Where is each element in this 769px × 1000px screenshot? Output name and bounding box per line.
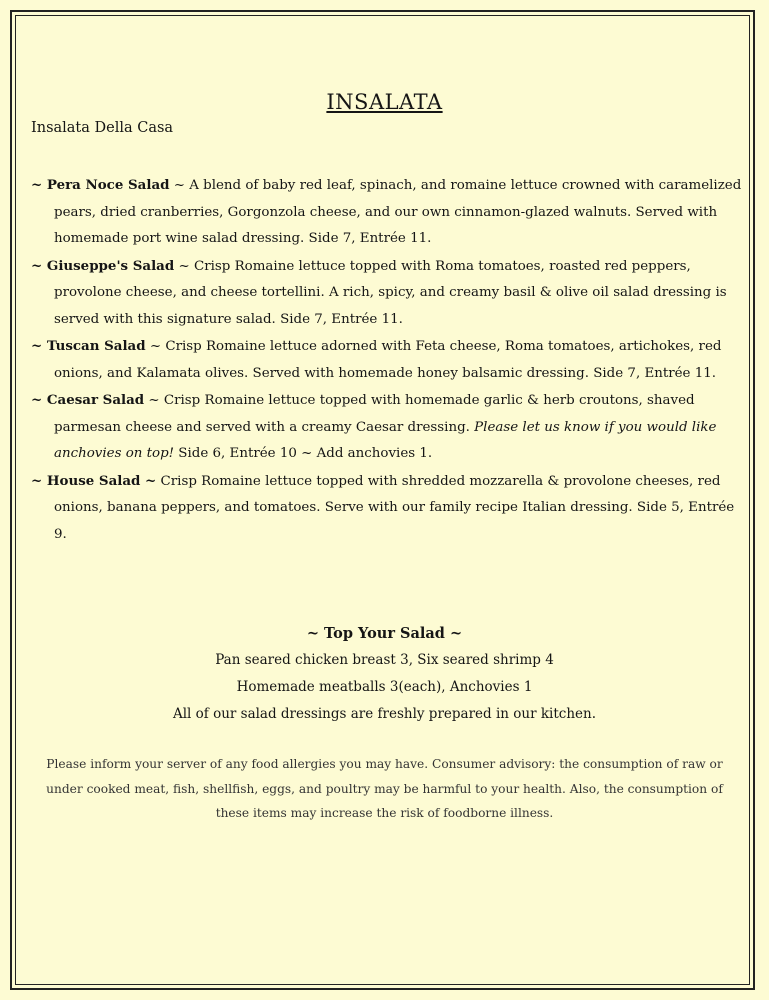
menu-item-house (31, 468, 743, 549)
item-note: Please let us know if you would like anchovies on top! (54, 419, 717, 461)
menu-item-tuscan (31, 333, 743, 387)
item-name: ~ Caesar Salad (31, 392, 145, 408)
item-description: ~ Crisp Romaine lettuce topped with Roma tomatoes, roasted red peppers, provolone cheese, and cheese tortellini. A rich, spicy, and creamy basil & olive oil salad dressing is served with this signature salad. Side 7, Entrée 11. (54, 258, 727, 327)
toppings-line: Homemade meatballs 3(each), Anchovies 1 (236, 679, 533, 695)
item-description: ~ Crisp Romaine lettuce adorned with Feta cheese, Roma tomatoes, artichokes, red onions, and Kalamata olives. Served with homemade honey balsamic dressing. Side 7, Entrée 11. (54, 339, 722, 381)
menu-item-pera-noce (31, 172, 743, 253)
item-price-extra: Side 6, Entrée 10 ~ Add anchovies 1. (174, 446, 433, 461)
page-title: INSALATA (326, 90, 443, 114)
item-name: ~ Pera Noce Salad (31, 177, 170, 193)
menu-item-giuseppes (31, 253, 743, 334)
toppings-section (0, 620, 769, 728)
dressings-note: All of our salad dressings are freshly prepared in our kitchen. (172, 706, 596, 722)
item-name: ~ Giuseppe's Salad (31, 257, 175, 274)
item-description: Crisp Romaine lettuce topped with shredded mozzarella & provolone cheeses, red onions, banana peppers, and tomatoes. Serve with our family recipe Italian dressing. Side 5, Entrée 9. (54, 473, 735, 542)
salad-list (31, 172, 743, 548)
item-name: ~ House Salad ~ (31, 472, 157, 489)
item-description: ~ Crisp Romaine lettuce topped with homemade garlic & herb croutons, shaved parmesan cheese and served with a creamy Caesar dressing. (54, 393, 695, 435)
menu-item-caesar (31, 387, 743, 468)
section-subtitle: Insalata Della Casa (31, 120, 174, 136)
item-name: ~ Tuscan Salad (31, 338, 146, 354)
toppings-heading: ~ Top Your Salad ~ (306, 625, 463, 642)
item-description: ~ A blend of baby red leaf, spinach, and romaine lettuce crowned with caramelized pears, dried cranberries, Gorgonzola cheese, and our own cinnamon-glazed walnuts. Served with homemade port wine salad dressing. Side 7, Entrée 11. (54, 178, 742, 246)
allergy-advisory: Please inform your server of any food allergies you may have. Consumer advisory: the consumption of raw or under cooked meat, fish, shellfish, eggs, and poultry may be harmful to your health. Also, the consumption of these items may increase the risk of foodborne illness. (46, 757, 723, 820)
toppings-line: Pan seared chicken breast 3, Six seared shrimp 4 (215, 652, 554, 668)
